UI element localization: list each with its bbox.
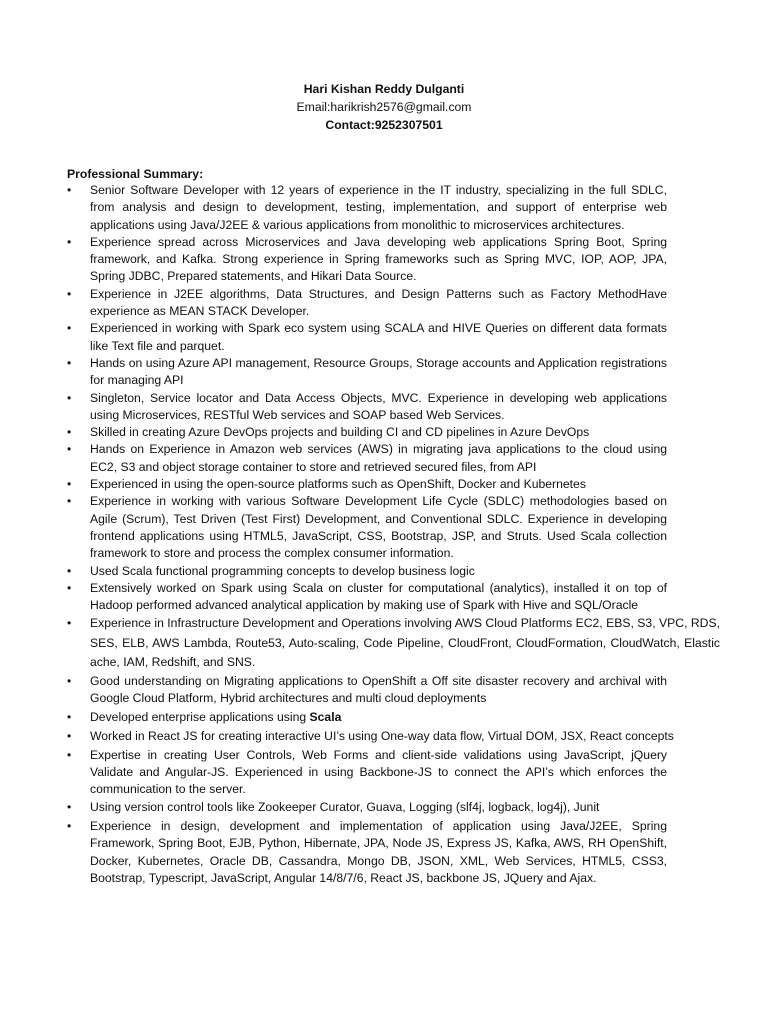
bullet-icon: •: [67, 616, 72, 631]
list-item: • Experience in design, development and implementation of application using Java/J2EE, Spring Framework, Spring Boot, EJB, Python, Hibernate, JPA, Node JS, Express JS, Kafka, AWS, RH OpenShift, Docker, Kubernetes, Oracle DB, Cassandra, Mongo DB, JSON, XML, Web Services, HTML5, CSS3, Bootstrap, Typescript, JavaScript, Angular 14/8/7/6, React JS, backbone JS, JQuery and Ajax.: [67, 818, 667, 885]
bullet-icon: •: [67, 321, 72, 336]
bullet-icon: •: [67, 709, 72, 724]
list-item: • Hands on Experience in Amazon web services (AWS) in migrating java applications to the cloud using EC2, S3 and object storage container to store and retrieved secured files, from API: [67, 442, 667, 474]
list-item: • Worked in React JS for creating interactive UI’s using One-way data flow, Virtual DOM, JSX, React concepts: [67, 727, 720, 747]
list-item: • Using version control tools like Zookeeper Curator, Guava, Logging (slf4j, logback, log4j), Junit: [67, 798, 667, 818]
candidate-contact: Contact:9252307501: [325, 118, 443, 132]
bullet-icon: •: [67, 477, 72, 492]
bullet-icon: •: [67, 818, 72, 833]
candidate-email: Email:harikrish2576@gmail.com: [296, 100, 472, 114]
list-item: • Extensively worked on Spark using Scala on cluster for computational (analytics), installed it on top of Hadoop performed advanced analytical application by making use of Spark with Hive and SQL/Oracle: [67, 580, 667, 613]
list-item: • Experienced in using the open-source platforms such as OpenShift, Docker and Kubernetes: [67, 476, 667, 493]
bullet-icon: •: [67, 729, 72, 744]
list-item: • Experience in Infrastructure Development and Operations involving AWS Cloud Platforms EC2, EBS, S3, VPC, RDS, SES, ELB, AWS Lambda, Route53, Auto-scaling, Code Pipeline, CloudFront, CloudFormation, CloudWatch, Elastic ache, IAM, Redshift, and SNS.: [67, 616, 720, 670]
resume-header: [0, 80, 768, 134]
list-item: • Experience spread across Microservices and Java developing web applications Spring Boot, Spring framework, and Kafka. Strong experience in Spring frameworks such as Spring MVC, IOP, AOP, JPA, Spring JDBC, Prepared statements, and Hikari Data Source.: [67, 234, 667, 284]
summary-bullet-list: [67, 182, 720, 887]
list-item: • Expertise in creating User Controls, Web Forms and client-side validations using JavaScript, jQuery Validate and Angular-JS. Experienced in using Backbone-JS to connect the API’s which enforces the communication to the server.: [67, 747, 667, 797]
list-item: • Used Scala functional programming concepts to develop business logic: [67, 563, 667, 580]
list-item: • Experience in J2EE algorithms, Data Structures, and Design Patterns such as Factory MethodHave experience as MEAN STACK Developer.: [67, 286, 667, 319]
list-item: • Developed enterprise applications using Scala: [67, 708, 667, 728]
bullet-icon: •: [67, 234, 72, 249]
list-item: • Hands on using Azure API management, Resource Groups, Storage accounts and Application registrations for managing API: [67, 355, 667, 388]
bullet-icon: •: [67, 747, 72, 762]
section-title-professional-summary: Professional Summary:: [67, 167, 204, 181]
bullet-icon: •: [67, 673, 72, 688]
list-item: • Skilled in creating Azure DevOps projects and building CI and CD pipelines in Azure DevOps: [67, 424, 667, 441]
list-item: • Experience in working with various Software Development Life Cycle (SDLC) methodologies based on Agile (Scrum), Test Driven (Test First) Development, and Conventional SDLC. Experience in developing frontend applications using HTML5, JavaScript, CSS, Bootstrap, JSP, and Struts. Used Scala collection framework to store and process the complex consumer information.: [67, 494, 667, 561]
list-item: • Singleton, Service locator and Data Access Objects, MVC. Experience in developing web applications using Microservices, RESTful Web services and SOAP based Web Services.: [67, 390, 667, 422]
list-item: • Senior Software Developer with 12 years of experience in the IT industry, specializing in the full SDLC, from analysis and design to development, testing, implementation, and support of enterprise web applications using Java/J2EE & various applications from monolithic to microservices architectures.: [67, 183, 667, 232]
list-item: • Good understanding on Migrating applications to OpenShift a Off site disaster recovery and archival with Google Cloud Platform, Hybrid architectures and multi cloud deployments: [67, 673, 667, 706]
bullet-icon: •: [67, 800, 72, 815]
bullet-icon: •: [67, 580, 72, 595]
bold-skill-scala: Scala: [309, 709, 342, 724]
bullet-icon: •: [67, 286, 72, 301]
bullet-icon: •: [67, 442, 72, 457]
bullet-icon: •: [67, 563, 72, 578]
bullet-icon: •: [67, 425, 72, 440]
bullet-icon: •: [67, 390, 72, 405]
bullet-icon: •: [67, 355, 72, 370]
bullet-icon: •: [67, 494, 72, 509]
bullet-icon: •: [67, 183, 72, 197]
candidate-name: Hari Kishan Reddy Dulganti: [303, 82, 465, 96]
list-item: • Experienced in working with Spark eco system using SCALA and HIVE Queries on different data formats like Text file and parquet.: [67, 321, 667, 353]
